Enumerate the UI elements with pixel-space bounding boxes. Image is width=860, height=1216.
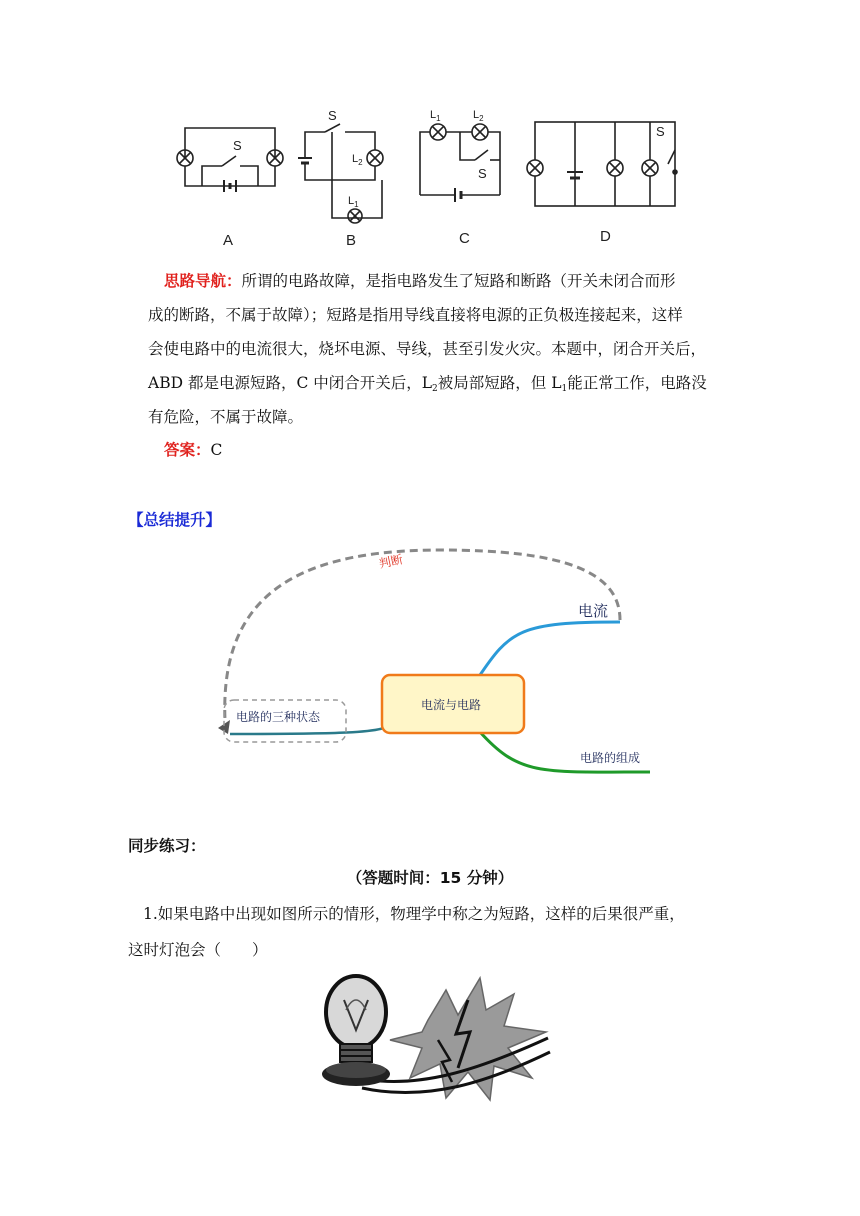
- circuit-c-l1-label: $L_1$: [430, 109, 441, 123]
- exercise-time-note: （答题时间：15 分钟）: [346, 869, 514, 887]
- answer-line: [164, 433, 744, 467]
- light-bulb-icon: [322, 976, 390, 1086]
- answer-value: C: [210, 441, 223, 459]
- circuit-c-l2-label: $L_2$: [473, 109, 484, 123]
- circuit-label-a: A: [223, 232, 234, 249]
- analysis-paragraph: [148, 264, 744, 434]
- circuit-b-s-label: S: [328, 108, 337, 123]
- analysis-line-3: 会使电路中的电流很大，烧坏电源、导线，甚至引发火灾。本题中，闭合开关后，: [148, 340, 707, 358]
- circuit-b-l2-label: $L_2$: [352, 153, 363, 167]
- circuit-d-s-label: S: [656, 124, 665, 139]
- circuit-c-s-label: S: [478, 166, 487, 181]
- question-1-line-2: 这时灯泡会（ ）: [128, 941, 268, 959]
- answer-label: 答案：: [164, 441, 211, 459]
- question-1: [128, 896, 723, 968]
- circuit-c: [420, 124, 500, 202]
- exercise-heading: 同步练习：: [128, 837, 206, 855]
- current-branch: [478, 622, 620, 678]
- states-branch: [230, 728, 384, 734]
- analysis-line-5: 有危险，不属于故障。: [148, 408, 304, 426]
- judge-label: 判断: [377, 552, 405, 571]
- current-label: 电流: [578, 602, 609, 620]
- summary-heading: 【总结提升】: [128, 511, 222, 529]
- circuit-a-s-label: S: [233, 138, 242, 153]
- circuit-d: [527, 122, 677, 206]
- circuit-b-l1-label: $L_1$: [348, 195, 359, 209]
- center-node-label: 电流与电路: [421, 698, 482, 712]
- circuit-a: [177, 128, 283, 192]
- analysis-line-2: 成的断路，不属于故障）；短路是指用导线直接将电源的正负极连接起来，这样: [148, 306, 683, 324]
- three-states-label: 电路的三种状态: [236, 710, 321, 724]
- circuit-diagrams: [160, 100, 700, 260]
- analysis-line-4: ABD 都是电源短路，C 中闭合开关后，$L_2$被局部短路，但 $L_1$能正常工作，电路没: [148, 374, 707, 394]
- mindmap-diagram: [200, 540, 680, 790]
- analysis-line-1: 所谓的电路故障，是指电路发生了短路和断路（开关未闭合而形: [241, 272, 676, 290]
- circuit-label-c: C: [459, 230, 470, 247]
- circuit-label-b: B: [346, 232, 357, 249]
- composition-label: 电路的组成: [580, 751, 641, 765]
- circuit-label-d: D: [600, 228, 611, 245]
- question-1-line-1: 1.如果电路中出现如图所示的情形，物理学中称之为短路，这样的后果很严重，: [143, 905, 685, 923]
- analysis-label: 思路导航：: [164, 272, 242, 290]
- short-circuit-illustration: [318, 960, 558, 1115]
- circuit-b: [298, 124, 383, 223]
